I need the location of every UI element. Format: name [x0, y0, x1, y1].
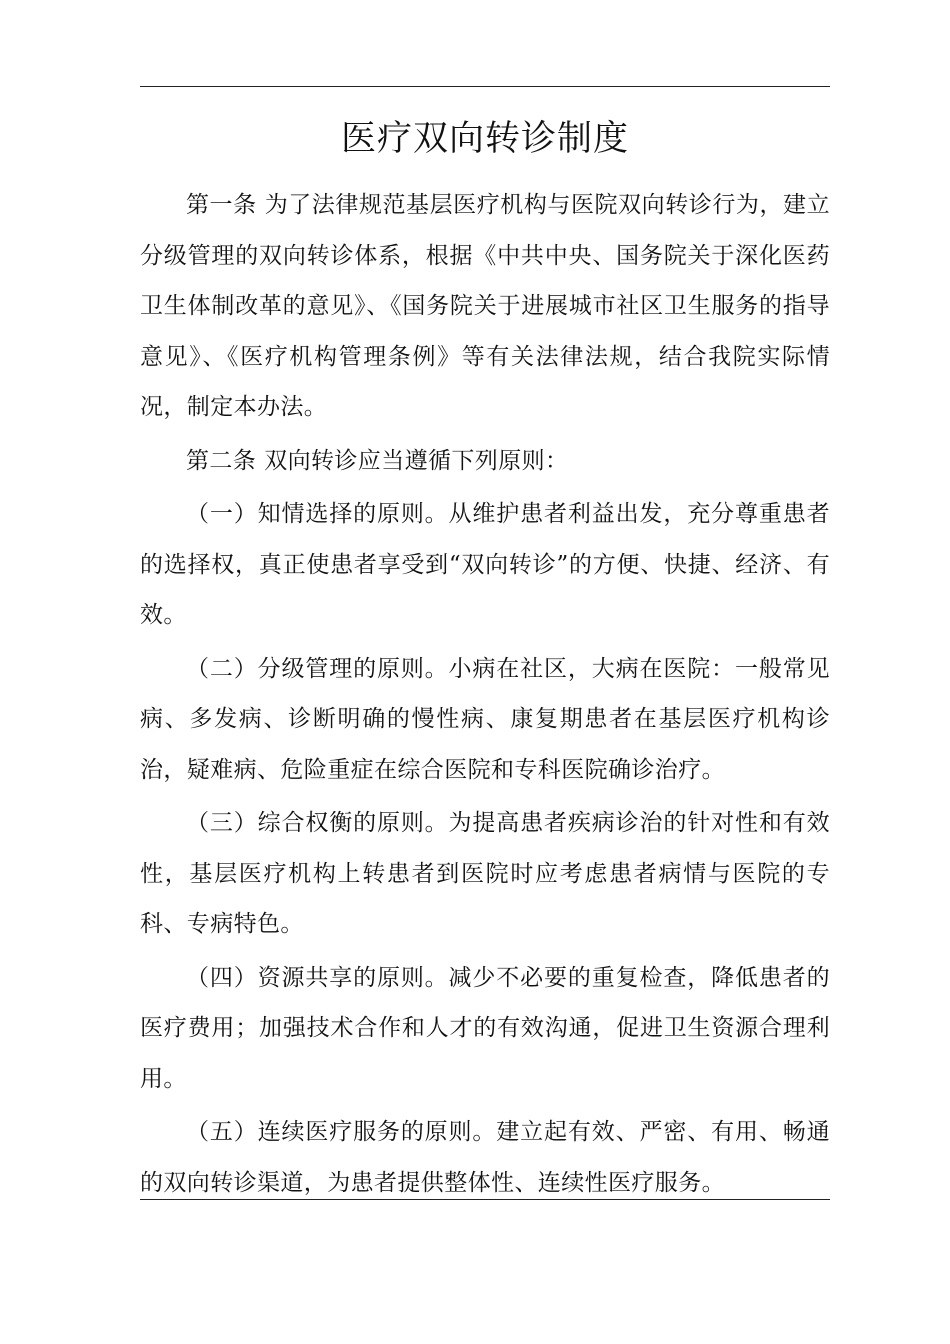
paragraph-text: （二）分级管理的原则。小病在社区，大病在医院：一般常见病、多发病、诊断明确的慢性病、康复期患者在基层医疗机构诊治，疑难病、危险重症在综合医院和专科医院确诊治疗。 [140, 655, 830, 783]
paragraph-text: 为了法律规范基层医疗机构与医院双向转诊行为，建立分级管理的双向转诊体系，根据《中共中央、国务院关于深化医药卫生体制改革的意见》、《国务院关于进展城市社区卫生服务的指导意见》、《医疗机构管理条例》等有关法律法规，结合我院实际情况，制定本办法。 [140, 192, 830, 420]
paragraph-text: （五）连续医疗服务的原则。建立起有效、严密、有用、畅通的双向转诊渠道，为患者提供整体性、连续性医疗服务。 [140, 1119, 830, 1196]
paragraph-text: 双向转诊应当遵循下列原则： [264, 447, 569, 474]
principle-1-paragraph [140, 489, 830, 641]
footer-rule [140, 1199, 830, 1200]
article-heading: 第一条 [186, 192, 257, 218]
principle-4-paragraph [140, 953, 830, 1105]
principle-5-paragraph [140, 1107, 830, 1208]
paragraph-text: （一）知情选择的原则。从维护患者利益出发，充分尊重患者的选择权，真正使患者享受到“双向转诊”的方便、快捷、经济、有效。 [140, 501, 830, 628]
paragraph-text: （四）资源共享的原则。减少不必要的重复检查，降低患者的医疗费用；加强技术合作和人才的有效沟通，促进卫生资源合理利用。 [140, 964, 830, 1092]
article-1-paragraph [140, 180, 830, 433]
header-rule [140, 86, 830, 87]
principle-2-paragraph [140, 644, 830, 796]
document-body [140, 180, 830, 1208]
document-title: 医疗双向转诊制度 [340, 119, 629, 159]
article-heading: 第二条 [186, 447, 257, 474]
principle-3-paragraph [140, 798, 830, 950]
article-2-paragraph [140, 436, 830, 487]
paragraph-text: （三）综合权衡的原则。为提高患者疾病诊治的针对性和有效性，基层医疗机构上转患者到医院时应考虑患者病情与医院的专科、专病特色。 [140, 810, 830, 937]
